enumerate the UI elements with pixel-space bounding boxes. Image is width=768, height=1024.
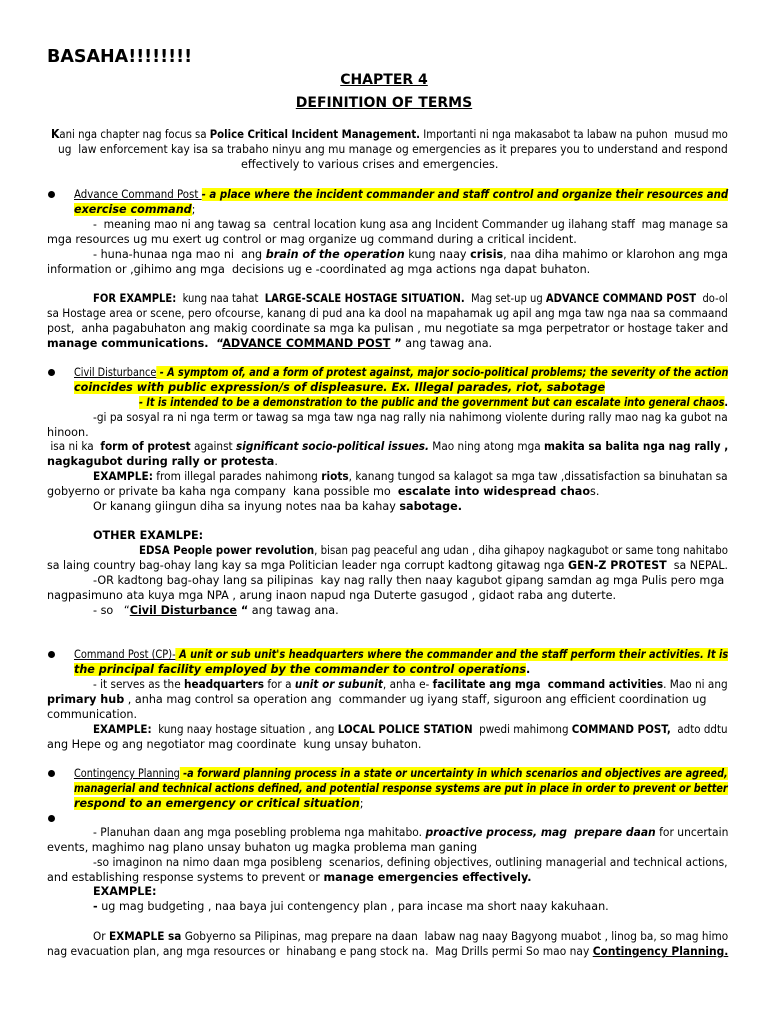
intro-line-2: ug law enforcement kay isa sa trabaho ninyu ang mu manage og emergencies as it prepares you to understand and respond <box>58 143 728 156</box>
civil-other-5: - so “Civil Disturbance “ ang tawag ana. <box>93 604 339 617</box>
cp-def-line-1: Command Post (CP)- A unit or sub unit's headquarters where the commander and the staff perform their activities. It is <box>74 648 729 661</box>
bullet-icon <box>48 815 55 822</box>
advance-example-4: manage communications. “ADVANCE COMMAND POST ” ang tawag ana. <box>47 337 493 350</box>
advance-example-3: post, anha pagabuhaton ang makig coordinate sa mga ka pulisan , mu negotiate sa mga perpetrator or hostage taker and <box>47 322 729 335</box>
cp-example-2: ang Hepe og ang negotiator mag coordinate kung unsay buhaton. <box>47 738 422 751</box>
civil-other-4: nagpasimuno ata kuya mga NPA , arung inaon napud nga Duterte gasugod , gidaot raba ang duterte. <box>47 589 617 602</box>
contingency-para-4: and establishing response systems to prevent or manage emergencies effectively. <box>47 871 532 884</box>
cp-para-3: communication. <box>47 708 138 721</box>
civil-example-3: Or kanang giingun diha sa inyung notes naa ba kahay sabotage. <box>93 500 463 513</box>
term-advance-command-post: Advance Command Post <box>74 188 202 201</box>
term-command-post: Command Post (CP)- <box>74 648 176 661</box>
civil-para-1: -gi pa sosyal ra ni nga term or tawag sa mga taw nga nag rally nia nahimong violente during rally mao nag ka gubot na <box>93 411 728 424</box>
civil-other-2: sa laing country bag-ohay lang kay sa mga Politician leader nga corrupt kadtong gitawag nga GEN-Z PROTEST sa NEPAL. <box>47 559 729 572</box>
bullet-icon <box>48 191 55 198</box>
civil-example-1: EXAMPLE: from illegal parades nahimong riots, kanang tungod sa kalagot sa mga taw ,dissatisfaction sa binuhatan sa <box>93 470 728 483</box>
contingency-example-label: EXAMPLE: <box>93 885 157 898</box>
term-civil-disturbance: Civil Disturbance <box>74 366 157 379</box>
cp-para-2: primary hub , anha mag control sa operation ang commander ug iyang staff, siguroon ang efficient coordination ug <box>47 693 707 706</box>
contingency-para-3: -so imaginon na nimo daan mga posibleng scenarios, defining objectives, outlining managerial and technical actions, <box>93 856 728 869</box>
bullet-icon <box>48 770 55 777</box>
advance-para-2: mga resources ug mu exert ug control or mag organize ug command during a critical incident. <box>47 233 577 246</box>
contingency-para-2: events, maghimo nag plano unsay buhaton ug magka problema man ganing <box>47 841 478 854</box>
advance-example-2: sa Hostage area or scene, pero ofcourse, kanang di pud ana ka dool na mapahamak ug apil ang mga taw nga naa sa commaand <box>47 307 728 320</box>
advance-para-1: - meaning mao ni ang tawag sa central location kung asa ang Incident Commander ug ilahang staff mag manage sa <box>93 218 729 231</box>
chapter-number: CHAPTER 4 <box>340 72 428 88</box>
civil-para-4: nagkagubot during rally or protesta. <box>47 455 278 468</box>
civil-other-example-label: OTHER EXAMLPE: <box>93 529 204 542</box>
contingency-para-1: - Planuhan daan ang mga posebling problema nga mahitabo. proactive process, mag prepare daan for uncertain <box>93 826 729 839</box>
contingency-def-line-3: respond to an emergency or critical situation; <box>74 797 364 810</box>
cp-example-1: EXAMPLE: kung naay hostage situation , ang LOCAL POLICE STATION pwedi mahimong COMMAND POST, adto ddtu <box>93 723 728 736</box>
civil-def-line-1: Civil Disturbance - A symptom of, and a form of protest against, major socio-political problems; the severity of the action <box>74 366 729 379</box>
intro-topic: Police Critical Incident Management. <box>209 128 421 141</box>
civil-other-3: -OR kadtong bag-ohay lang sa pilipinas kay nag rally then naay kagubot gipang samdan ag mga Pulis pero mga <box>93 574 725 587</box>
advance-example-1: FOR EXAMPLE: kung naa tahat LARGE-SCALE HOSTAGE SITUATION. Mag set-up ug ADVANCE COMMAND POST do-ol <box>93 292 728 305</box>
intro-line-1: Kani nga chapter nag focus sa Police Critical Incident Management. Importanti ni nga makasabot ta labaw na puhon musud mo <box>51 127 728 141</box>
advance-para-4: information or ,gihimo ang mga decisions ug e -coordinated ag mga actions nga dapat buhaton. <box>47 263 591 276</box>
civil-para-3: isa ni ka form of protest against significant socio-political issues. Mao ning atong mga makita sa balita nga nag rally , <box>47 440 729 453</box>
advance-def-line-2: exercise command; <box>74 203 196 216</box>
contingency-example-2: Or EXMAPLE sa Gobyerno sa Pilipinas, mag prepare na daan labaw nag naay Bagyong muabot , linog ba, so mag himo <box>93 930 729 943</box>
contingency-example-3: nag evacuation plan, ang mga resources or hinabang e pang stock na. Mag Drills permi So mao nay Contingency Planning. <box>47 945 729 958</box>
civil-example-2: gobyerno or private ba kaha nga company kana possible mo escalate into widespread chaos. <box>47 485 600 498</box>
advance-para-3: - huna-hunaa nga mao ni ang brain of the operation kung naay crisis, naa diha mahimo or klarohon ang mga <box>93 248 728 261</box>
cp-para-1: - it serves as the headquarters for a unit or subunit, anha e- facilitate ang mga command activities. Mao ni ang <box>93 678 728 691</box>
page-heading: BASAHA!!!!!!!! <box>47 47 193 67</box>
civil-para-2: hinoon. <box>47 426 89 439</box>
bullet-icon <box>48 369 55 376</box>
contingency-example-1: - ug mag budgeting , naa baya jui contengency plan , para incase ma short naay kakuhaan. <box>93 900 609 913</box>
contingency-def-line-2: managerial and technical actions defined, and potential response systems are put in place in order to prevent or better <box>74 782 728 795</box>
chapter-title: DEFINITION OF TERMS <box>295 95 473 111</box>
intro-initial: K <box>51 127 60 141</box>
intro-line-3: effectively to various crises and emergencies. <box>241 158 499 171</box>
advance-def-line-1: Advance Command Post - a place where the incident commander and staff control and organize their resources and <box>74 188 729 201</box>
civil-def-line-2: coincides with public expression/s of displeasure. Ex. Illegal parades, riot, sabotage <box>74 381 606 394</box>
contingency-def-line-1: Contingency Planning -a forward planning process in a state or uncertainty in which scenarios and objectives are agreed, <box>74 767 728 780</box>
cp-def-line-2: the principal facility employed by the commander to control operations. <box>74 663 531 676</box>
civil-def-line-3: - It is intended to be a demonstration to the public and the government but can escalate into general chaos. <box>139 396 729 409</box>
term-contingency-planning: Contingency Planning <box>74 767 180 780</box>
bullet-icon <box>48 651 55 658</box>
civil-other-1: EDSA People power revolution, bisan pag peaceful ang udan , diha gihapoy nagkagubot or same tong nahitabo <box>139 544 728 557</box>
